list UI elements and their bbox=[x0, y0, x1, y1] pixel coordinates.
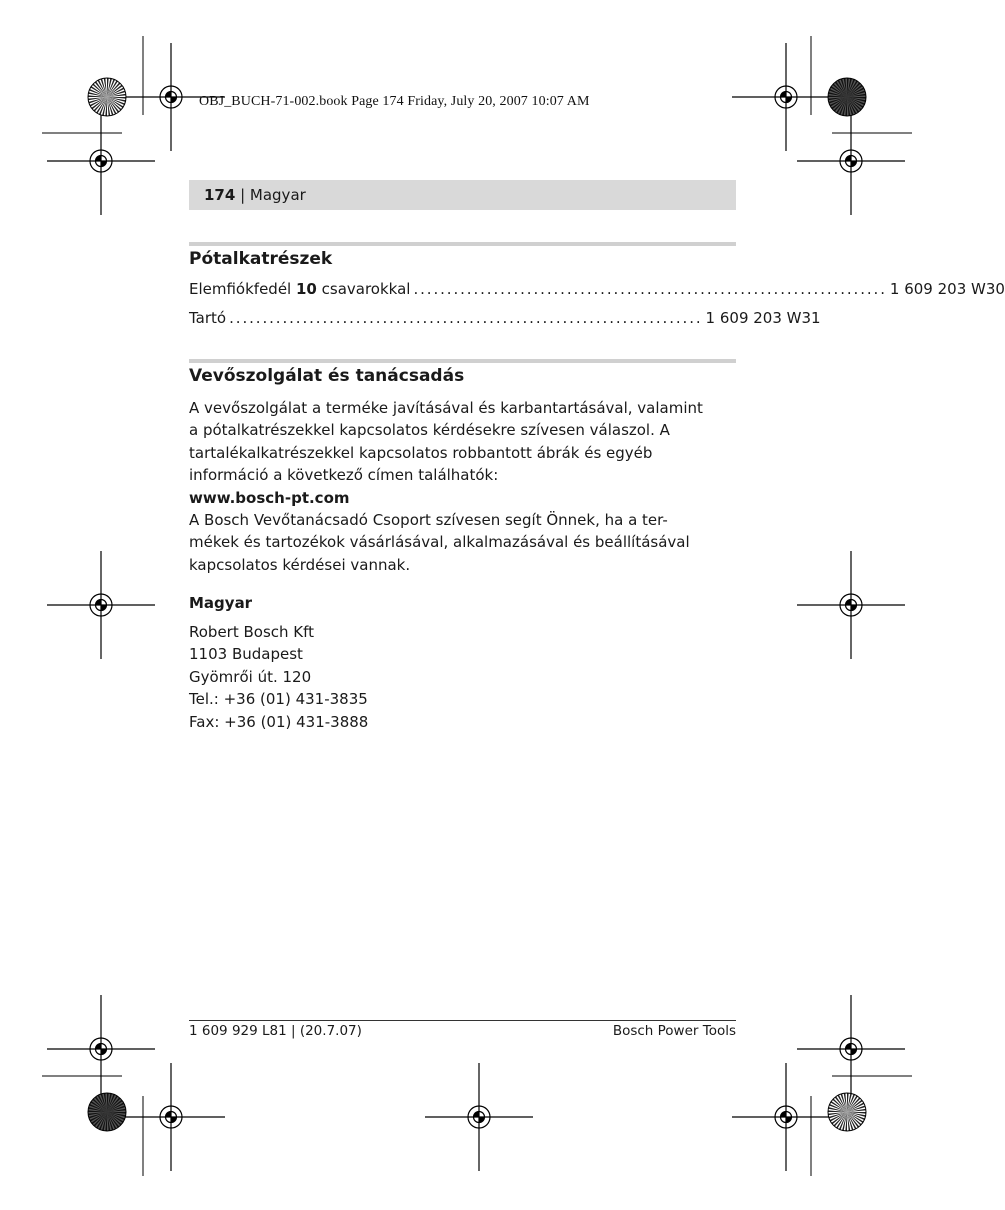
spare-part-row bbox=[189, 309, 821, 327]
file-header: OBJ_BUCH-71-002.book Page 174 Friday, July 20, 2007 10:07 AM bbox=[199, 94, 590, 109]
service-heading: Vevőszolgálat és tanácsadás bbox=[189, 366, 465, 386]
dot-leader: ....................................................................... bbox=[229, 309, 703, 327]
address-line: 1103 Budapest bbox=[189, 645, 303, 664]
registration-mark-icon bbox=[47, 551, 155, 659]
registration-mark-icon bbox=[797, 995, 905, 1103]
spare-parts-heading: Pótalkatrészek bbox=[189, 249, 333, 269]
part-name-text: Tartó bbox=[189, 309, 227, 327]
dot-leader: ....................................................................... bbox=[413, 280, 887, 298]
fax-line: Fax: +36 (01) 431-3888 bbox=[189, 712, 369, 731]
spare-part-name bbox=[189, 280, 410, 298]
paragraph-line: mékek és tartozékok vásárlásával, alkalmazásával és beállításával bbox=[189, 533, 690, 552]
registration-mark-icon bbox=[47, 995, 155, 1103]
paragraph-line: tartalékalkatrészekkel kapcsolatos robbantott ábrák és egyéb bbox=[189, 443, 653, 462]
paragraph-line: A vevőszolgálat a terméke javításával és karbantartásával, valamint bbox=[189, 399, 703, 417]
registration-mark-icon bbox=[425, 1063, 533, 1171]
header-language: Magyar bbox=[249, 186, 306, 204]
section-divider bbox=[189, 242, 736, 246]
registration-mark-icon bbox=[732, 43, 840, 151]
address-line: Robert Bosch Kft bbox=[189, 623, 315, 641]
footer-rule bbox=[189, 1020, 736, 1021]
color-target-icon bbox=[88, 78, 126, 116]
color-target-icon bbox=[88, 1093, 126, 1131]
page-number: 174 bbox=[204, 186, 236, 204]
contact-country: Magyar bbox=[189, 594, 253, 612]
header-separator: | bbox=[235, 186, 250, 204]
registration-mark-icon bbox=[797, 107, 905, 215]
footer-brand: Bosch Power Tools bbox=[612, 1023, 736, 1039]
paragraph-line: A Bosch Vevőtanácsadó Csoport szívesen segít Önnek, ha a ter- bbox=[189, 511, 668, 530]
registration-mark-icon bbox=[797, 551, 905, 659]
service-text bbox=[189, 397, 736, 576]
phone-line: Tel.: +36 (01) 431-3835 bbox=[189, 690, 368, 709]
contact-address bbox=[189, 621, 736, 733]
spare-part-number: 1 609 203 W30 bbox=[889, 280, 1005, 298]
address-line: Gyömrői út. 120 bbox=[189, 667, 312, 686]
spare-part-name bbox=[189, 309, 226, 327]
color-target-icon bbox=[828, 1093, 866, 1131]
paragraph-line: a pótalkatrészekkel kapcsolatos kérdésekre szívesen válaszol. A bbox=[189, 421, 670, 440]
website-link[interactable]: www.bosch-pt.com bbox=[189, 488, 350, 507]
part-name-text: Elemfiókfedél bbox=[189, 280, 296, 298]
color-target-icon bbox=[828, 78, 866, 116]
paragraph-line: információ a következő címen találhatók: bbox=[189, 466, 499, 485]
page-header bbox=[189, 180, 736, 210]
section-divider bbox=[189, 359, 736, 363]
paragraph-line: kapcsolatos kérdései vannak. bbox=[189, 555, 411, 574]
registration-mark-icon bbox=[732, 1063, 840, 1171]
spare-part-row bbox=[189, 280, 1005, 298]
registration-mark-icon bbox=[47, 107, 155, 215]
part-name-text: csavarokkal bbox=[316, 280, 411, 298]
registration-mark-icon bbox=[117, 1063, 225, 1171]
part-ref-number: 10 bbox=[296, 280, 317, 298]
spare-part-number: 1 609 203 W31 bbox=[705, 309, 821, 327]
footer-doc-number: 1 609 929 L81 | (20.7.07) bbox=[189, 1023, 362, 1039]
